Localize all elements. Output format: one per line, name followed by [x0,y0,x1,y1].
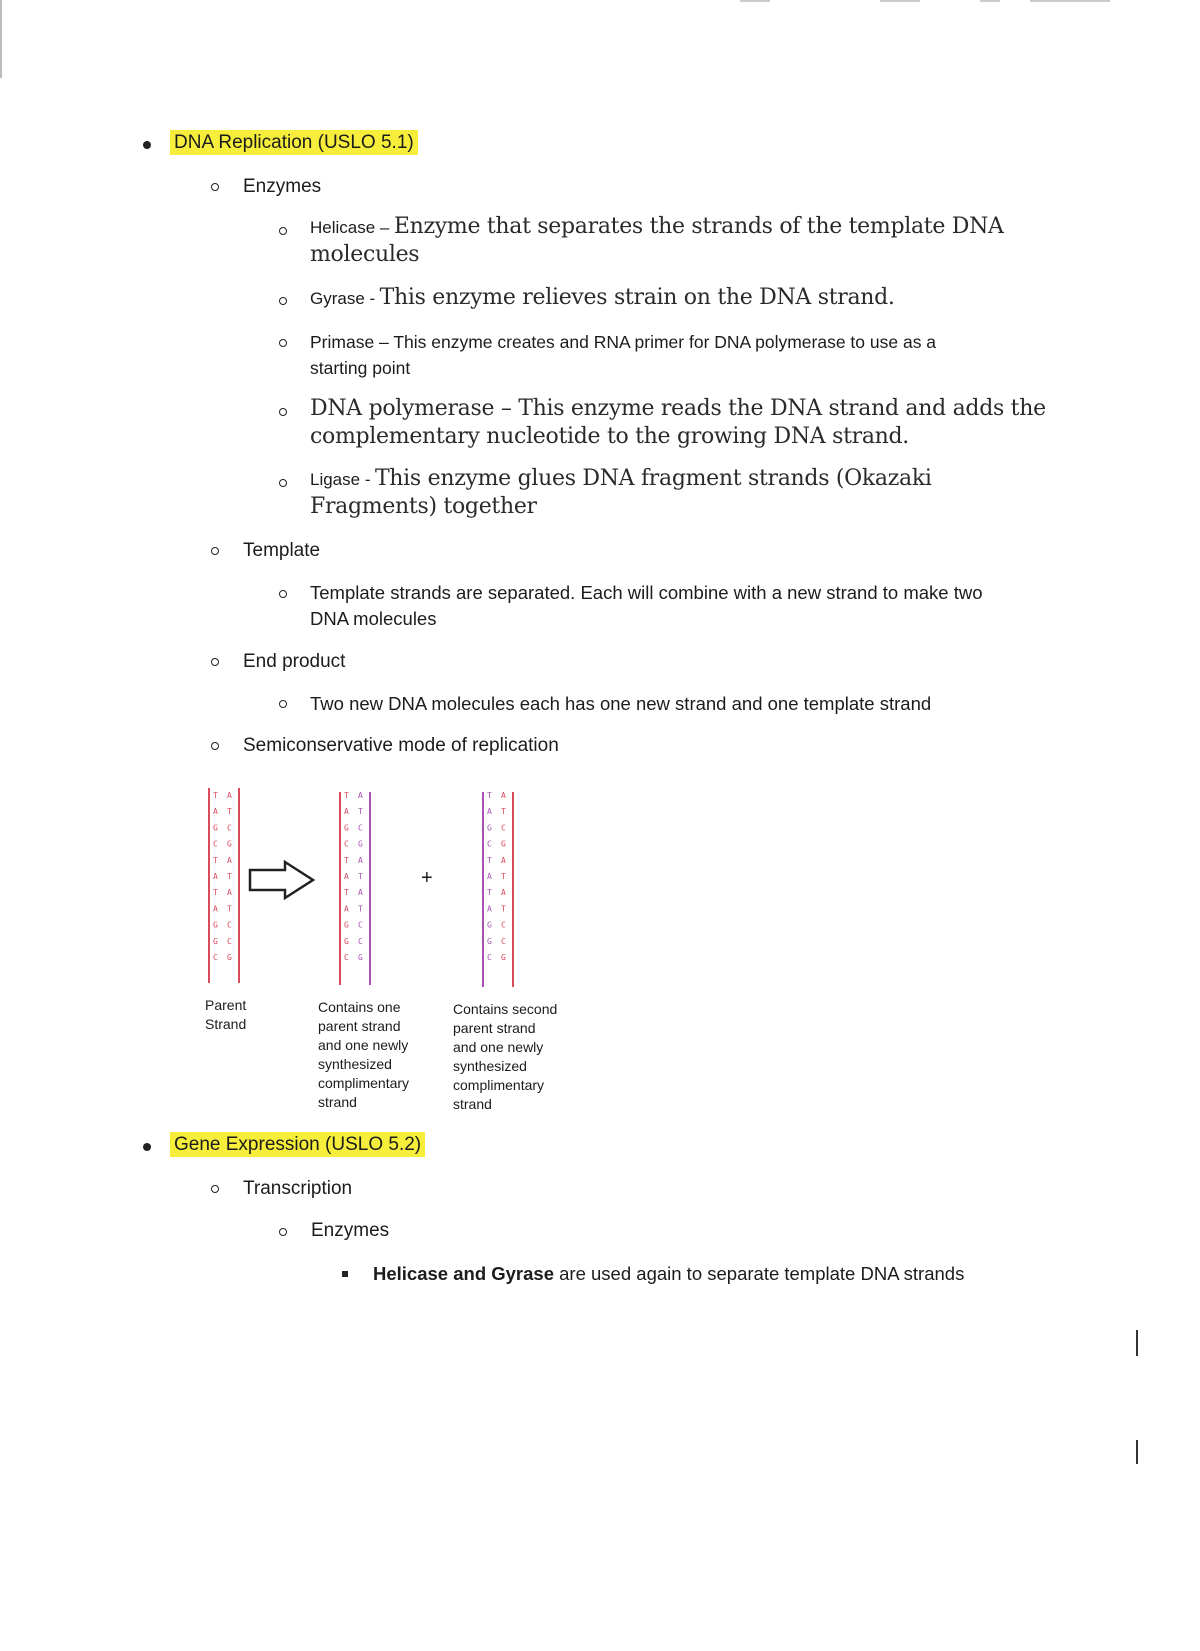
section-heading-dna-replication [170,132,418,154]
daughter-2-base-letter: T [501,807,506,817]
daughter-1-base-letter: A [344,807,349,817]
daughter-1-base-letter: A [344,904,349,914]
daughter-1-base-letter: A [344,872,349,881]
daughter-2-base-letter: A [487,872,492,881]
ligase-name: Ligase - [310,470,371,489]
scan-mark [980,0,1000,2]
daughter-1-base-letter: G [358,953,363,962]
daughter-2-base-letter: C [487,839,492,849]
scan-mark [1030,0,1110,2]
caption-parent-strand: Parent Strand [205,997,247,1032]
enzymes-label: Enzymes [243,176,322,197]
bullet-circle [211,1185,219,1193]
scan-mark [0,0,2,78]
template-item-line2: DNA molecules [310,608,437,629]
gyrase-item [310,285,1030,315]
replication-diagram [195,780,595,1120]
parent-base-letter: G [213,823,218,833]
daughter-2-base-letter: G [487,936,492,946]
daughter-2-base-letter: G [487,920,492,930]
parent-base-letter: A [227,888,232,898]
bullet-circle [279,700,287,708]
parent-base-letter: T [227,807,232,817]
bullet-circle [279,408,287,416]
bullet-circle [279,227,287,235]
bullet-circle [279,297,287,305]
daughter-1-base-letter: T [344,855,349,865]
plus-sign: + [421,867,433,889]
ligase-item [310,466,1030,522]
polymerase-item [310,396,1046,452]
helicase-gyrase-bold: Helicase and Gyrase [373,1263,554,1284]
parent-base-letter: A [227,855,232,865]
daughter-2-base-letter: T [501,904,506,914]
parent-base-letter: T [213,855,218,865]
highlighted-heading: DNA Replication (USLO 5.1) [170,130,418,155]
arrow-right-icon [250,862,313,898]
bullet-disc [143,1143,151,1151]
polymerase-line2: complementary nucleotide to the growing DNA strand. [310,424,909,449]
bullet-circle [211,658,219,666]
primase-line1: Primase – This enzyme creates and RNA primer for DNA polymerase to use as a [310,332,937,352]
helicase-gyrase-item [373,1263,964,1285]
daughter-1-base-letter: T [358,872,363,881]
daughter-2-base-letter: A [501,888,506,898]
bullet-circle [279,590,287,598]
scan-mark [880,0,920,2]
daughter-1-base-letter: C [358,920,363,930]
end-product-label: End product [243,651,346,672]
parent-base-letter: G [213,920,218,930]
bullet-circle [279,339,287,347]
parent-base-letter: A [213,872,218,881]
helicase-name: Helicase – [310,218,390,237]
end-product-item: Two new DNA molecules each has one new strand and one template strand [310,693,932,714]
daughter-1-base-letter: C [344,839,349,849]
daughter-1-base-letter: G [344,920,349,930]
bullet-circle [211,547,219,555]
parent-base-letter: C [227,920,232,930]
parent-base-letter: A [227,791,232,800]
gyrase-desc: This enzyme relieves strain on the DNA strand. [379,285,895,310]
bullet-circle [279,479,287,487]
transcription-label: Transcription [243,1178,353,1199]
bullet-disc [143,141,151,149]
daughter-2-base-letter: C [501,920,506,930]
daughter-1-base-letter: A [358,855,363,865]
highlighted-heading: Gene Expression (USLO 5.2) [170,1132,425,1157]
parent-base-letter: C [213,953,218,962]
semiconservative-label: Semiconservative mode of replication [243,735,559,756]
daughter-1-base-letter: C [358,936,363,946]
daughter-2-base-letter: A [487,807,492,817]
daughter-2-base-letter: A [501,791,506,800]
daughter-2-base-letter: T [501,872,506,881]
parent-base-letter: C [227,936,232,946]
caption-first-daughter: Contains one parent strand and one newly synthesized complimentary strand [318,999,410,1110]
daughter-1-base-letter: T [344,888,349,898]
polymerase-line1: DNA polymerase – This enzyme reads the DNA strand and adds the [310,396,1046,421]
daughter-2-base-letter: T [487,888,492,898]
parent-base-letter: T [213,888,218,898]
daughter-2-base-letter: G [501,953,506,962]
daughter-1-base-letter: G [344,936,349,946]
scan-mark [740,0,770,2]
helicase-gyrase-rest: are used again to separate template DNA strands [554,1263,965,1284]
daughter-1-base-letter: T [358,807,363,817]
parent-base-letter: T [213,791,218,800]
template-item [310,582,1030,634]
daughter-1-base-letter: C [344,953,349,962]
daughter-2-base-letter: C [501,936,506,946]
parent-base-letter: G [227,953,232,962]
daughter-2-base-letter: G [487,823,492,833]
primase-item [310,332,1030,384]
bullet-circle [211,742,219,750]
bullet-square [342,1271,348,1277]
daughter-1-base-letter: G [344,823,349,833]
parent-base-letter: T [227,872,232,881]
parent-base-letter: G [213,936,218,946]
template-label: Template [243,540,321,561]
helicase-desc-cont: molecules [310,242,420,267]
daughter-1-base-letter: T [344,791,349,800]
daughter-2-base-letter: G [501,839,506,849]
daughter-2-base-letter: C [487,953,492,962]
helicase-item [310,214,1030,270]
daughter-2-base-letter: A [501,855,506,865]
bullet-circle [211,183,219,191]
daughter-1-base-letter: C [358,823,363,833]
daughter-1-base-letter: A [358,888,363,898]
daughter-1-base-letter: A [358,791,363,800]
parent-base-letter: T [227,904,232,914]
parent-base-letter: G [227,839,232,849]
daughter-1-base-letter: G [358,839,363,849]
ligase-desc-cont: Fragments) together [310,494,537,519]
section-heading-gene-expression [170,1134,425,1156]
bullet-circle [279,1228,287,1236]
primase-line2: starting point [310,358,411,378]
daughter-2-base-letter: T [487,791,492,800]
daughter-2-base-letter: T [487,855,492,865]
caption-second-daughter: Contains second parent strand and one newly synthesized complimentary strand [453,1001,558,1112]
daughter-2-base-letter: C [501,823,506,833]
daughter-2-base-letter: A [487,904,492,914]
parent-base-letter: A [213,904,218,914]
template-item-line1: Template strands are separated. Each will combine with a new strand to make two [310,582,983,603]
scan-mark [1136,1440,1138,1464]
parent-base-letter: C [227,823,232,833]
daughter-1-base-letter: T [358,904,363,914]
helicase-desc: Enzyme that separates the strands of the template DNA [393,214,1004,239]
parent-base-letter: C [213,839,218,849]
scan-mark [1136,1330,1138,1356]
dna-strands-svg [195,780,595,1000]
gyrase-name: Gyrase - [310,289,376,308]
ligase-desc: This enzyme glues DNA fragment strands (Okazaki [374,466,932,491]
parent-base-letter: A [213,807,218,817]
transcription-enzymes-label: Enzymes [311,1220,390,1241]
